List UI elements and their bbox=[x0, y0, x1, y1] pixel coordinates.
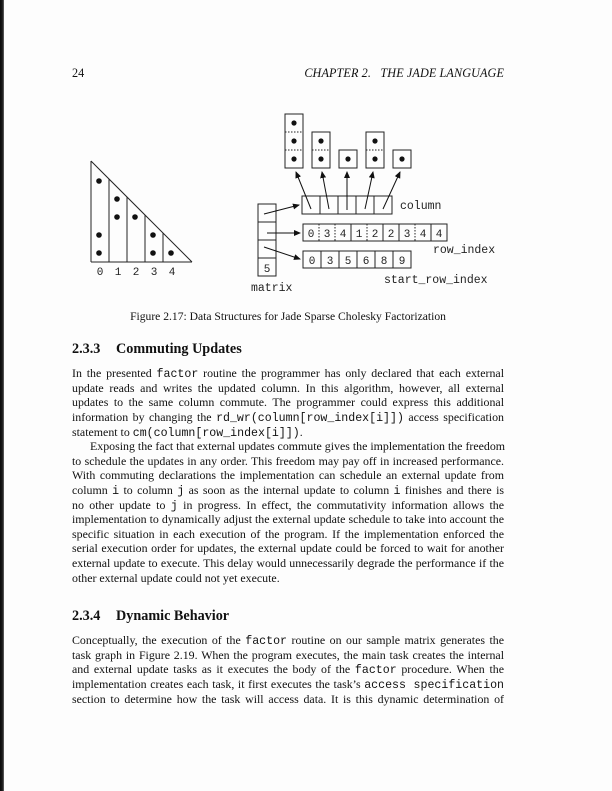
lower-triangular-matrix-diagram bbox=[91, 161, 192, 262]
section-heading-2-3-3 bbox=[72, 341, 242, 358]
nonzero-dots bbox=[96, 178, 174, 256]
figure-2-17 bbox=[0, 0, 612, 300]
svg-text:8: 8 bbox=[380, 256, 388, 268]
paragraph-commuting-2: Exposing the fact that external updates commute gives the implementation the freedom to schedule the updates in any order. This freedom may pay off in increased performance. With commuting declarations the implementation can schedule an external update from column i to column j as soon as the internal update to column i finishes and there is no other update to j in progress. In effect, the commutativity information allows the implementation to dynamically adjust the external update schedule to take into account the specific situation in each execution of the program. If the implementation enforced the serial execution order for updates, the external update could be forced to wait for another external update to execute. This delay would unnecessarily degrade the performance if the other external update could not yet execute. bbox=[72, 439, 506, 585]
matrix-count-cell: 5 bbox=[263, 264, 271, 276]
start-row-index-array bbox=[303, 251, 411, 268]
section-number: 2.3.3 bbox=[72, 341, 101, 357]
section-title: Dynamic Behavior bbox=[116, 608, 230, 624]
svg-text:4: 4 bbox=[339, 229, 347, 241]
matrix-label: matrix bbox=[251, 282, 293, 295]
chapter-title: CHAPTER 2. THE JADE LANGUAGE bbox=[304, 66, 504, 80]
matrix-pointer-arrows bbox=[264, 205, 300, 259]
svg-text:0: 0 bbox=[96, 267, 104, 279]
svg-text:2: 2 bbox=[387, 229, 395, 241]
svg-text:3: 3 bbox=[326, 256, 334, 268]
start-row-index-label: start_row_index bbox=[384, 274, 488, 287]
paragraph-commuting-1: In the presented factor routine the programmer has only declared that each external update reads and writes the updated column. In this algorithm, however, all external updates to the same column commute. The programmer could express this additional information by changing the rd_wr(column[row_index[i]]) access specification statement to cm(column[row_index[i]]). bbox=[72, 366, 504, 440]
triangle-column-labels bbox=[97, 267, 176, 279]
figure-caption: Figure 2.17: Data Structures for Jade Sparse Cholesky Factorization bbox=[130, 310, 446, 323]
svg-text:0: 0 bbox=[307, 229, 315, 241]
svg-text:5: 5 bbox=[344, 256, 352, 268]
section-heading-2-3-4 bbox=[72, 608, 229, 625]
svg-text:2: 2 bbox=[371, 229, 379, 241]
column-label: column bbox=[400, 200, 442, 213]
paragraph-dynamic-behavior: Conceptually, the execution of the factor routine on our sample matrix generates the task graph in Figure 2.19. When the program executes, the main task creates the internal and external update tasks as it executes the body of the factor procedure. When the implementation creates each task, it first executes the task’s access specification section to determine how the task will access data. It is this dynamic determination of bbox=[72, 633, 504, 706]
svg-text:2: 2 bbox=[132, 267, 140, 279]
section-title: Commuting Updates bbox=[116, 341, 242, 357]
row-index-values bbox=[308, 229, 443, 241]
column-pointer-arrows bbox=[296, 172, 400, 210]
column-storage-dots bbox=[291, 120, 404, 161]
svg-text:3: 3 bbox=[150, 267, 158, 279]
svg-text:3: 3 bbox=[323, 229, 331, 241]
svg-text:4: 4 bbox=[435, 229, 443, 241]
svg-text:4: 4 bbox=[419, 229, 427, 241]
svg-text:1: 1 bbox=[114, 267, 122, 279]
svg-text:3: 3 bbox=[403, 229, 411, 241]
svg-text:9: 9 bbox=[398, 256, 406, 268]
row-index-label: row_index bbox=[433, 244, 496, 257]
svg-text:4: 4 bbox=[168, 267, 176, 279]
section-number: 2.3.4 bbox=[72, 608, 101, 624]
svg-text:1: 1 bbox=[355, 229, 363, 241]
page-number: 24 bbox=[72, 66, 85, 80]
svg-text:6: 6 bbox=[362, 256, 370, 268]
svg-text:0: 0 bbox=[308, 256, 316, 268]
